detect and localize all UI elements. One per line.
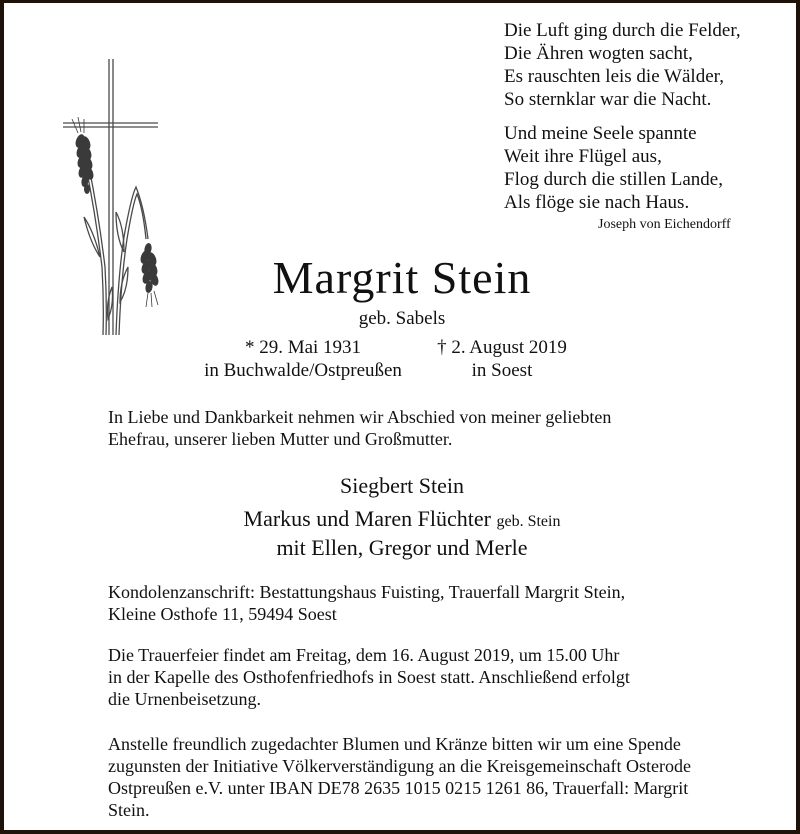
poem-stanza-2 bbox=[504, 122, 741, 214]
family-spouse: Siegbert Stein bbox=[339, 473, 465, 498]
poem-line: Es rauschten leis die Wälder, bbox=[504, 66, 724, 87]
maiden-name: geb. Sabels bbox=[358, 308, 446, 329]
birth-place: in Buchwalde/Ostpreußen bbox=[204, 360, 402, 381]
poem-line: Als flöge sie nach Haus. bbox=[504, 192, 690, 213]
poem-line: So sternklar war die Nacht. bbox=[504, 89, 712, 110]
funeral-line: die Urnenbeisetzung. bbox=[108, 689, 261, 709]
birth-date: * 29. Mai 1931 bbox=[244, 337, 362, 358]
donation-line: Stein. bbox=[108, 800, 150, 820]
funeral-info bbox=[108, 644, 728, 710]
death-date: † 2. August 2019 bbox=[437, 337, 567, 358]
children-note: geb. Stein bbox=[496, 513, 561, 530]
deceased-name: Margrit Stein bbox=[272, 252, 532, 303]
farewell-line: Ehefrau, unserer lieben Mutter und Großmutter. bbox=[108, 429, 453, 449]
donation-line: zugunsten der Initiative Völkerverständigung an die Kreisgemeinschaft Osterode bbox=[108, 756, 691, 776]
donation-line: Anstelle freundlich zugedachter Blumen und Kränze bitten wir um eine Spende bbox=[108, 734, 681, 754]
family-grandchildren: mit Ellen, Gregor und Merle bbox=[276, 535, 528, 560]
birth-info bbox=[190, 336, 416, 382]
poem-line: Die Luft ging durch die Felder, bbox=[504, 20, 741, 41]
condolence-address bbox=[108, 581, 728, 625]
funeral-line: Die Trauerfeier findet am Freitag, dem 16. August 2019, um 15.00 Uhr bbox=[108, 645, 620, 665]
children-names: Markus und Maren Flüchter bbox=[243, 506, 491, 531]
condolence-line: Kleine Osthofe 11, 59494 Soest bbox=[108, 604, 337, 624]
death-place: in Soest bbox=[471, 360, 533, 381]
poem-stanza-1 bbox=[504, 19, 741, 111]
poem-line: Flog durch die stillen Lande, bbox=[504, 169, 723, 190]
poem-line: Und meine Seele spannte bbox=[504, 123, 697, 144]
poem-line: Die Ähren wogten sacht, bbox=[504, 43, 693, 64]
condolence-line: Kondolenzanschrift: Bestattungshaus Fuisting, Trauerfall Margrit Stein, bbox=[108, 582, 626, 602]
donation-info bbox=[108, 733, 728, 821]
farewell-line: In Liebe und Dankbarkeit nehmen wir Abschied von meiner geliebten bbox=[108, 407, 612, 427]
donation-line: Ostpreußen e.V. unter IBAN DE78 2635 1015 0215 1261 86, Trauerfall: Margrit bbox=[108, 778, 689, 798]
farewell-text bbox=[108, 406, 728, 450]
family-children bbox=[4, 506, 800, 532]
poem-author: Joseph von Eichendorff bbox=[598, 217, 731, 232]
death-info bbox=[417, 336, 587, 382]
poem-line: Weit ihre Flügel aus, bbox=[504, 146, 662, 167]
funeral-line: in der Kapelle des Osthofenfriedhofs in Soest statt. Anschließend erfolgt bbox=[108, 667, 630, 687]
poem bbox=[504, 19, 741, 225]
